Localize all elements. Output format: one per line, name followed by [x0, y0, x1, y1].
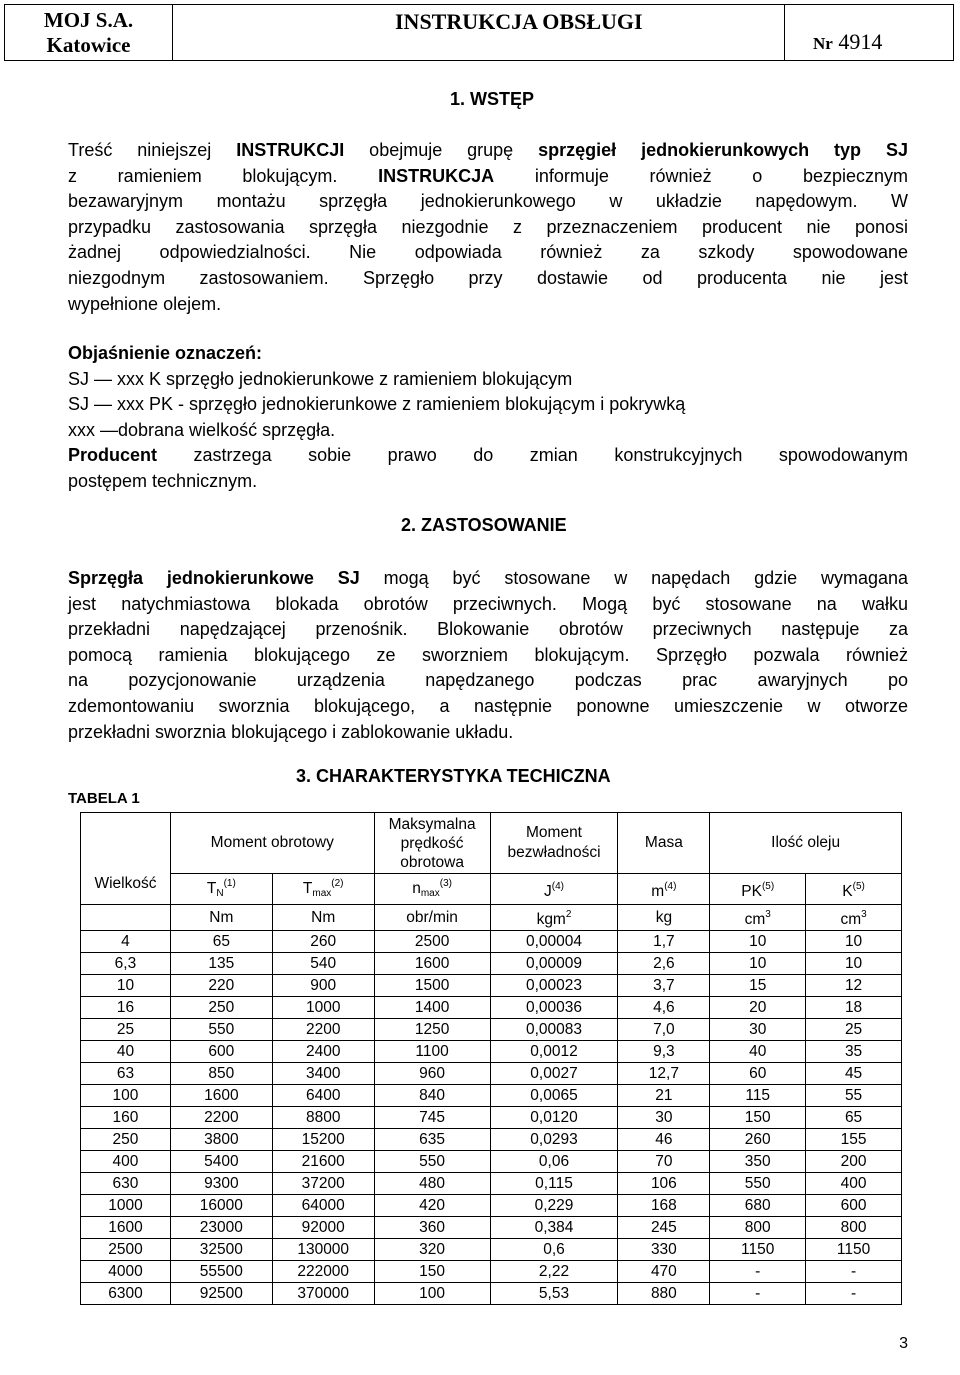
table-cell: 100	[81, 1085, 171, 1107]
document-number-cell	[785, 5, 953, 60]
table-cell: 480	[374, 1173, 490, 1195]
header-olej: Ilość oleju	[710, 813, 902, 874]
table-cell: 0,06	[490, 1151, 618, 1173]
table-cell: 2400	[272, 1041, 374, 1063]
zastosowanie-line: przekładni sworznia blokującego i zablokowanie układu.	[68, 721, 514, 742]
table-cell: 6,3	[81, 953, 171, 975]
table-cell: 4	[81, 931, 171, 953]
symbol-tn	[170, 874, 272, 905]
table-cell: 2500	[81, 1239, 171, 1261]
table-cell: -	[806, 1283, 902, 1305]
company-cell	[5, 5, 173, 60]
table-cell: 16000	[170, 1195, 272, 1217]
table-cell: 2500	[374, 931, 490, 953]
table-cell: 1150	[710, 1239, 806, 1261]
intro-paragraph	[68, 138, 908, 317]
table-cell: 420	[374, 1195, 490, 1217]
table-row	[81, 1129, 902, 1151]
legend-line: xxx —dobrana wielkość sprzęgła.	[68, 419, 336, 440]
symbol-nmax	[374, 874, 490, 905]
table-cell: 220	[170, 975, 272, 997]
table-cell: 25	[81, 1019, 171, 1041]
company-name: MOJ S.A.	[43, 8, 134, 32]
table-cell: 0,384	[490, 1217, 618, 1239]
table-row	[81, 1173, 902, 1195]
text: informuje również o bezpiecznym	[494, 165, 908, 186]
table-label: TABELA 1	[68, 790, 140, 807]
subscript: max	[420, 888, 440, 899]
section-2-title: 2. ZASTOSOWANIE	[401, 515, 567, 535]
unit: kgm	[536, 911, 566, 928]
document-header	[4, 4, 954, 61]
table-cell: 10	[710, 931, 806, 953]
zastosowanie-paragraph	[68, 566, 908, 745]
table-cell: 370000	[272, 1283, 374, 1305]
table-cell: 1150	[806, 1239, 902, 1261]
table-row	[81, 997, 902, 1019]
superscript: (1)	[223, 878, 236, 889]
table-row	[81, 1041, 902, 1063]
superscript: (4)	[551, 880, 564, 892]
table-cell: 65	[806, 1107, 902, 1129]
superscript: 3	[861, 909, 867, 920]
zastosowanie-line: zdemontowaniu sworznia blokującego, a następnie ponowne umieszczenie w otworze	[68, 695, 908, 716]
table-cell: 135	[170, 953, 272, 975]
unit: cm	[744, 911, 766, 928]
table-cell: 0,0012	[490, 1041, 618, 1063]
table-cell: 100	[374, 1283, 490, 1305]
table-cell: 1500	[374, 975, 490, 997]
table-cell: 550	[710, 1173, 806, 1195]
intro-line: niezgodnym zastosowaniem. Sprzęgło przy dostawie od producenta nie jest	[68, 267, 908, 288]
table-row	[81, 1261, 902, 1283]
table-cell: 12	[806, 975, 902, 997]
zastosowanie-line: pomocą ramienia blokującego ze sworzniem blokującym. Sprzęgło pozwala również	[68, 644, 908, 665]
table-cell: 160	[81, 1107, 171, 1129]
table-cell: 64000	[272, 1195, 374, 1217]
table-cell: 25	[806, 1019, 902, 1041]
table-cell: 470	[618, 1261, 710, 1283]
table-cell: 880	[618, 1283, 710, 1305]
header-text: Maksymalna	[388, 815, 476, 833]
table-cell: 0,0065	[490, 1085, 618, 1107]
table-cell: 6300	[81, 1283, 171, 1305]
table-cell: 18	[806, 997, 902, 1019]
symbol: T	[206, 880, 217, 897]
table-cell: 46	[618, 1129, 710, 1151]
superscript: (3)	[439, 878, 452, 889]
table-cell: 1600	[170, 1085, 272, 1107]
table-cell: 10	[806, 931, 902, 953]
table-cell: 260	[272, 931, 374, 953]
table-cell: 150	[710, 1107, 806, 1129]
legend-line: postępem technicznym.	[68, 470, 258, 491]
superscript: 2	[565, 909, 572, 920]
table-cell: 115	[710, 1085, 806, 1107]
table-cell: 9,3	[618, 1041, 710, 1063]
legend-line: SJ — xxx K sprzęgło jednokierunkowe z ramieniem blokującym	[68, 368, 573, 389]
symbol: J	[544, 882, 552, 900]
table-cell: 1100	[374, 1041, 490, 1063]
table-cell: 320	[374, 1239, 490, 1261]
table-symbol-row	[81, 874, 902, 905]
table-row	[81, 1063, 902, 1085]
symbol: K	[842, 882, 853, 900]
superscript: 3	[765, 909, 771, 920]
table-cell: 168	[618, 1195, 710, 1217]
table-cell: 8800	[272, 1107, 374, 1129]
table-cell: 400	[806, 1173, 902, 1195]
page-number: 3	[899, 1335, 908, 1352]
table-cell: 4,6	[618, 997, 710, 1019]
table-row	[81, 975, 902, 997]
table-cell: 21600	[272, 1151, 374, 1173]
symbol-k	[806, 874, 902, 905]
table-cell: 21	[618, 1085, 710, 1107]
table-cell: 600	[806, 1195, 902, 1217]
table-cell: 5400	[170, 1151, 272, 1173]
table-cell: 630	[81, 1173, 171, 1195]
table-cell: 550	[170, 1019, 272, 1041]
symbol-m	[618, 874, 710, 905]
table-cell: 540	[272, 953, 374, 975]
table-cell: 40	[81, 1041, 171, 1063]
table-cell: 635	[374, 1129, 490, 1151]
table-cell: 3400	[272, 1063, 374, 1085]
superscript: (2)	[331, 878, 344, 889]
unit-tmax: Nm	[272, 905, 374, 931]
table-row	[81, 1085, 902, 1107]
document-number: 4914	[838, 29, 883, 54]
table-cell: 2,22	[490, 1261, 618, 1283]
section-1-title: 1. WSTĘP	[450, 89, 535, 109]
header-text: bezwładności	[507, 844, 601, 861]
table-cell: 350	[710, 1151, 806, 1173]
table-cell: 150	[374, 1261, 490, 1283]
zastosowanie-line	[68, 566, 908, 592]
header-text: prędkość	[400, 834, 464, 852]
table-cell: 2200	[272, 1019, 374, 1041]
intro-line	[68, 164, 908, 190]
table-row	[81, 1107, 902, 1129]
table-cell: 1400	[374, 997, 490, 1019]
table-cell: 35	[806, 1041, 902, 1063]
zastosowanie-line: przekładni napędzającej przenośnik. Blokowanie obrotów przeciwnych następuje za	[68, 619, 908, 640]
unit: cm	[840, 911, 862, 928]
symbol: m	[651, 882, 665, 900]
table-cell: 0,00009	[490, 953, 618, 975]
table-cell: 40	[710, 1041, 806, 1063]
table-cell: 3,7	[618, 975, 710, 997]
table-cell: 15200	[272, 1129, 374, 1151]
table-cell: 260	[710, 1129, 806, 1151]
table-cell: 1000	[81, 1195, 171, 1217]
section-3-title: 3. CHARAKTERYSTYKA TECHICZNA	[296, 766, 611, 786]
table-cell: 55500	[170, 1261, 272, 1283]
table-cell: 550	[374, 1151, 490, 1173]
table-row	[81, 1217, 902, 1239]
table-cell: 2,6	[618, 953, 710, 975]
text-bold: Producent	[68, 445, 158, 466]
legend-line	[68, 443, 908, 469]
table-cell: 1250	[374, 1019, 490, 1041]
text: obejmuje grupę	[344, 140, 539, 160]
text-bold: INSTRUKCJA	[378, 165, 495, 186]
document-number-label: Nr	[813, 34, 833, 53]
unit-k	[806, 905, 902, 931]
header-masa: Masa	[618, 813, 710, 874]
table-cell: -	[710, 1261, 806, 1283]
symbol: n	[412, 880, 421, 897]
zastosowanie-line: na pozycjonowanie urządzenia napędzanego podczas prac awaryjnych po	[68, 670, 908, 691]
table-cell: 32500	[170, 1239, 272, 1261]
unit-tn: Nm	[170, 905, 272, 931]
unit-m: kg	[618, 905, 710, 931]
intro-line	[68, 138, 908, 164]
unit-pk	[710, 905, 806, 931]
table-row	[81, 1195, 902, 1217]
table-cell: 330	[618, 1239, 710, 1261]
table-cell: 0,229	[490, 1195, 618, 1217]
legend-paragraph	[68, 341, 908, 495]
superscript: (5)	[852, 880, 865, 892]
table-cell: 65	[170, 931, 272, 953]
table-cell: 45	[806, 1063, 902, 1085]
header-text: Moment	[526, 824, 582, 841]
table-cell: 92000	[272, 1217, 374, 1239]
intro-line: wypełnione olejem.	[68, 293, 222, 314]
symbol: PK	[741, 882, 762, 900]
table-cell: 0,00023	[490, 975, 618, 997]
text-bold: sprzęgieł jednokierunkowych typ SJ	[538, 140, 908, 160]
table-cell: 130000	[272, 1239, 374, 1261]
text-bold: Sprzęgła jednokierunkowe SJ	[68, 568, 360, 588]
table-cell: 0,00004	[490, 931, 618, 953]
text: mogą być stosowane w napędach gdzie wymagana	[359, 568, 908, 588]
table-cell: 745	[374, 1107, 490, 1129]
text: Treść niniejszej	[68, 140, 237, 160]
symbol-j	[490, 874, 618, 905]
table-unit-row	[81, 905, 902, 931]
table-header-row	[81, 813, 902, 874]
table-cell: 400	[81, 1151, 171, 1173]
table-cell: 960	[374, 1063, 490, 1085]
table-row	[81, 1151, 902, 1173]
table-cell: 4000	[81, 1261, 171, 1283]
subscript: max	[312, 888, 332, 899]
text: z ramieniem blokującym.	[68, 165, 379, 186]
intro-line: żadnej odpowiedzialności. Nie odpowiada również za szkody spowodowane	[68, 242, 908, 263]
table-cell: 850	[170, 1063, 272, 1085]
table-cell: 1,7	[618, 931, 710, 953]
table-cell: 5,53	[490, 1283, 618, 1305]
document-title: INSTRUKCJA OBSŁUGI	[173, 5, 785, 60]
table-row	[81, 1283, 902, 1305]
table-cell: 250	[81, 1129, 171, 1151]
table-cell: 55	[806, 1085, 902, 1107]
table-cell: 0,0027	[490, 1063, 618, 1085]
intro-line: bezawaryjnym montażu sprzęgła jednokierunkowego w układzie napędowym. W	[68, 191, 908, 212]
table-cell: -	[710, 1283, 806, 1305]
table-cell: 63	[81, 1063, 171, 1085]
symbol-tmax	[272, 874, 374, 905]
table-cell: 3800	[170, 1129, 272, 1151]
table-cell: 16	[81, 997, 171, 1019]
unit-j	[490, 905, 618, 931]
intro-line: przypadku zastosowania sprzęgła niezgodnie z przeznaczeniem producent nie ponosi	[68, 216, 908, 237]
table-cell: 6400	[272, 1085, 374, 1107]
table-cell: 840	[374, 1085, 490, 1107]
company-city: Katowice	[46, 33, 131, 57]
table-cell: 0,115	[490, 1173, 618, 1195]
table-cell: 10	[81, 975, 171, 997]
table-cell: 10	[710, 953, 806, 975]
table-cell: 0,00083	[490, 1019, 618, 1041]
table-row	[81, 953, 902, 975]
unit-empty	[81, 905, 171, 931]
superscript: (4)	[664, 880, 677, 892]
table-cell: 245	[618, 1217, 710, 1239]
table-cell: 1600	[374, 953, 490, 975]
specification-table	[80, 812, 902, 1305]
table-cell: 800	[710, 1217, 806, 1239]
table-cell: 12,7	[618, 1063, 710, 1085]
table-cell: 9300	[170, 1173, 272, 1195]
header-moment: Moment obrotowy	[170, 813, 374, 874]
table-row	[81, 1239, 902, 1261]
header-bezwladnosc	[490, 813, 618, 874]
table-cell: 1600	[81, 1217, 171, 1239]
table-cell: 1000	[272, 997, 374, 1019]
header-text: obrotowa	[400, 853, 464, 871]
table-cell: 70	[618, 1151, 710, 1173]
text: zastrzega sobie prawo do zmian konstrukcyjnych spowodowanym	[157, 445, 908, 466]
subscript: N	[216, 888, 224, 899]
table-cell: 15	[710, 975, 806, 997]
table-cell: 23000	[170, 1217, 272, 1239]
table-cell: 600	[170, 1041, 272, 1063]
table-cell: 222000	[272, 1261, 374, 1283]
table-cell: 680	[710, 1195, 806, 1217]
table-cell: 360	[374, 1217, 490, 1239]
header-predkosc	[374, 813, 490, 874]
table-cell: 20	[710, 997, 806, 1019]
symbol-pk	[710, 874, 806, 905]
table-cell: 37200	[272, 1173, 374, 1195]
table-cell: 0,0293	[490, 1129, 618, 1151]
symbol: T	[302, 880, 313, 897]
zastosowanie-line: jest natychmiastowa blokada obrotów przeciwnych. Mogą być stosowane na wałku	[68, 593, 908, 614]
table-cell: 106	[618, 1173, 710, 1195]
table-cell: 200	[806, 1151, 902, 1173]
header-wielkosc: Wielkość	[81, 813, 171, 905]
table-cell: 30	[710, 1019, 806, 1041]
superscript: (5)	[761, 880, 775, 892]
table-cell: 155	[806, 1129, 902, 1151]
table-cell: 250	[170, 997, 272, 1019]
table-cell: 60	[710, 1063, 806, 1085]
legend-title: Objaśnienie oznaczeń:	[68, 343, 263, 363]
table-cell: 92500	[170, 1283, 272, 1305]
table-row	[81, 1019, 902, 1041]
text-bold: INSTRUKCJI	[236, 140, 345, 160]
table-cell: 0,6	[490, 1239, 618, 1261]
table-cell: -	[806, 1261, 902, 1283]
table-cell: 10	[806, 953, 902, 975]
table-cell: 30	[618, 1107, 710, 1129]
table-cell: 800	[806, 1217, 902, 1239]
table-cell: 900	[272, 975, 374, 997]
table-cell: 0,0120	[490, 1107, 618, 1129]
table-cell: 2200	[170, 1107, 272, 1129]
legend-line: SJ — xxx PK - sprzęgło jednokierunkowe z ramieniem blokującym i pokrywką	[68, 394, 686, 415]
table-cell: 0,00036	[490, 997, 618, 1019]
table-cell: 7,0	[618, 1019, 710, 1041]
unit-n: obr/min	[374, 905, 490, 931]
table-row	[81, 931, 902, 953]
